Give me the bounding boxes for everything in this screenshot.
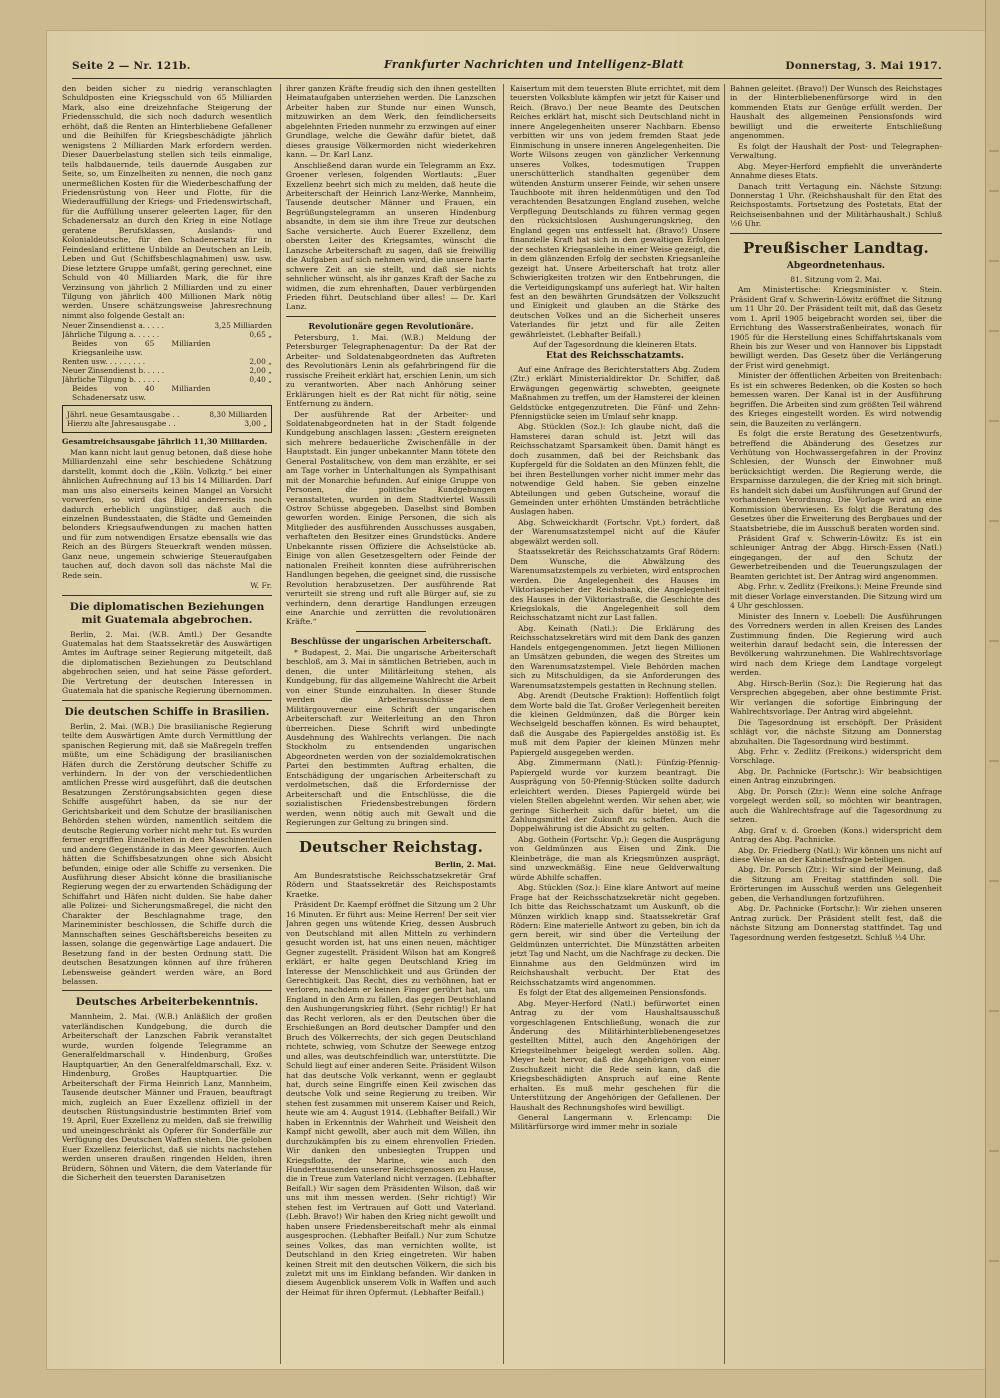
adjacent-page-edge: [985, 0, 1000, 1398]
article-text: Präsident Dr. Kaempf eröffnet die Sitzung um 2 Uhr 16 Minuten. Er führt aus: Meine Herren! Der seit vier Jahren gegen uns wütende Krieg, dessen Ausbruch von Deutschland mit allen Mitteln zu verhindern gesucht worden ist, hat uns einen neuen, mächtiger Gegner zugestellt. Präsident Wilson hat am Kongreß erklärt, er halte gegen Deutschland Krieg im Interesse der Menschlichkeit und aus Gründen der Gerechtigkeit. Das Recht, dies zu verhöhnen, hat er verloren, nachdem er keinen Finger gerührt hat, um England in den Arm zu fallen, das gegen Deutschland den Aushungerungskrieg führt. (Sehr richtig!) Er hat das Recht verloren, als er den Deutschen über die Erschießungen an Bord deutscher Dampfer und den Bruch des Völkerrechts, der sich gegen Deutschland richtete, schwieg, vom Schutze der Seewege entzog und alles, was deutschfeindlich war, unterstützte. Die Schuld liegt auf einer anderen Seite. Präsident Wilson hat das deutsche Volk verkannt, wenn er geglaubt hat, durch seine Eingriffe einen Keil zwischen das deutsche Volk und seine Regierung zu treiben. Wir stehen fest zusammen mit unserem Kaiser und Reich, heute wie am 4. August 1914. (Lebhafter Beifall.) Wir haben in Erkenntnis der Wahrheit und Weisheit den Kampf nicht gewollt, aber auch mit dem Willen, ihn durchzukämpfen bis zu einem ehrenvollen Frieden. Wir danken den unbesiegten Truppen und Kriegsflotte, der Marine, wie auch den Hunderttausenden unserer Reichsgenossen zu Hause, die in Treue zum Vaterland nicht verzagen. (Lebhafter Beifall.) Wir sagen dem Präsidenten Wilson, daß wir uns mit ihm messen werden. (Sehr richtig!) Wir stehen fest im Vertrauen auf Gott und Vaterland. (Lebh. Bravo!) Wir haben den Krieg nicht gewollt und haben unsere Friedensbereitschaft mehr als einmal ausgesprochen. (Lebhafter Beifall.) Nur zum Schutze seines Volkes, das man vernichten wollte, ist Deutschland in den Krieg eingetreten. Wir haben keinen Streit mit den deutschen Völkern, die sich bis zuletzt mit uns im Einklang befanden. Wir danken in diesem Augenblick unserem Volk in Waffen und auch der Heimat für ihren Opfermut. (Lebhafter Beifall.): [286, 900, 496, 1297]
article-headline: Deutscher Reichstag.: [298, 837, 484, 856]
article-text: Danach tritt Vertagung ein. Nächste Sitzung: Donnerstag 1 Uhr. (Reichshaushalt für den Etat des Reichspostamts. Fortsetzung des Postetats, Etat der Reichseisenbahnen und der Militärhaushalt.) Schluß ½6 Uhr.: [730, 181, 942, 229]
masthead: Frankfurter Nachrichten und Intelligenz-Blatt: [384, 58, 684, 71]
article-text: Auf eine Anfrage des Berichterstatters Abg. Zudem (Ztr.) erklärt Ministerialdirektor Dr. Schiffer, daß Erwägungen gegenwärtig schwebten, geeignete Maßnahmen zu treffen, um der Hamsterei der kleinen Geldstücke entgegenzutreten. Die Fünf- und Zehn-Pfennigstücke seien im Umlauf sehr knapp.: [510, 364, 720, 421]
column-1: [62, 84, 272, 1364]
row-value: 2,00 „: [249, 357, 272, 367]
row-label: Beides von 65 Milliarden Kriegsanleihe usw.: [72, 339, 211, 358]
article-text: Abg. Meyer-Herford (Natl.) befürwortet einen Antrag zu der vom Haushaltsausschuß vorgeschlagenen Entschließung, wonach die zur Änderung des Militärhinterbliebenengesetzes gestellten Mittel, auch den Angehörigen der Kriegsteilnehmer beigelegt werden sollen. Abg. Meyer hebt hervor, daß die Angehörigen von einer Zuschußzeit nicht die Rede sein kann, daß die Kriegsbeschädigten Anspruch auf eine Rente erhalten. Es muß mehr geschehen für die Unterstützung der Angehörigen der Gefallenen. Der Haushalt des Rechnungshofes wird bewilligt.: [510, 998, 720, 1112]
article-text: Berlin, 2. Mai. (W.B. Amtl.) Der Gesandte Guatemalas hat dem Staatssekretär des Auswärtigen Amtes im Auftrage seiner Regierung mitgeteilt, daß die diplomatischen Beziehungen zu Deutschland abgebrochen seien, und hat seine Pässe gefordert. Die Vertretung der deutschen Interessen in Guatemala hat die spanische Regierung übernommen.: [62, 629, 272, 696]
table-row: [62, 321, 272, 330]
table-row: [67, 419, 267, 428]
article-text: Abg. Frhr. v. Zedlitz (Freikons.): Meine Freunde sind mit dieser Vorlage einverstanden. Die Sitzung wird um 4 Uhr geschlossen.: [730, 582, 942, 611]
article-text: * Budapest, 2. Mai. Die ungarische Arbeiterschaft beschloß, am 3. Mai in sämtlichen Betrieben, auch in denen, die unter Militärleitung stehen, als Kundgebung, für das allgemeine Wahlrecht die Arbeit von einer Stunde einzuhalten. In dieser Stunde werden die Arbeiterausschüsse dem Militärgouverneur eine Schrift der ungarischen Arbeiterschaft zur Weiterleitung an den Thron überreichen. Diese Schrift wird unbedingte Ausdehnung des Wahlrechts verlangen. Die nach Stockholm zu entsendenden ungarischen Abgeordneten werden von der sozialdemokratischen Partei den bestimmten Auftrag erhalten, die Entschädigung der ungarischen Arbeiterschaft zu verdolmetschen, daß die Erfordernisse der Arbeiterschaft und die Entschlüsse, die die sozialistischen Friedensbestrebungen fördern werden, wenn nötig auch mit Gewalt und die Regierungen zur Geltung zu bringen sind.: [286, 647, 496, 828]
page-header: [72, 58, 942, 74]
article-text: Die Tagesordnung ist erschöpft. Der Präsident schlägt vor, die nächste Sitzung am Donnerstag abzuhalten. Die Tagesordnung wird bestimmt.: [730, 717, 942, 746]
table-row: [62, 384, 272, 402]
section-divider: [62, 990, 272, 991]
article-text: den beiden sicher zu niedrig veranschlagten Schuldposten eine Kriegsschuld von 65 Milliarden Mark, also eine dreizehnfache Steigerung der Friedensschuld, die sich noch dadurch wesentlich erhöht, daß die Renten an Hinterbliebene Gefallener und die Beihilfen für Kriegsbeschädigte jährlich wenigstens 2 Milliarden Mark erfordern werden. Dieser Dauerbelastung stellen sich teils einmalige, teils halbdauernde, teils dauernde Ausgaben zur Seite, so, um Einzelheiten zu nennen, die noch ganz unermeßlichen Kosten für die Wiederbeschaffung der Friedensrüstung von Heer und Flotte, für die Wiederauffüllung der Kriegs- und Friedenswirtschaft, für die Auffüllung unserer geleerten Lager, für den Schadenersatz an durch den Krieg in eine Notlage geratene Berufsklassen, Auslands- und Kolonialdeutsche, für den Schadenersatz für in Feindesland erlittene Unbilde an Deutschen an Leib, Leben und Gut (Schiffsbeschlagnahmen) usw. usw. Diese letztere Gruppe umfaßt, gering gerechnet, eine Schuld von 40 Milliarden Mark, die für ihre Verzinsung von jährlich 2 Milliarden und zu einer Tilgung von jährlich 400 Millionen Mark nötig werden. Unsere schätzungsweise Jahresrechnung nimmt also folgende Gestalt an:: [62, 84, 272, 320]
article-text: Staatssekretär des Reichsschatzamts Graf Rödern: Dem Wunsche, die Abwälzung des Warenumsatzstempels zu verbieten, wird entsprochen werden. Die Angelegenheit des Hauses im Viktoriaspeicher der Reichsbank, die Angelegenheit des Hauses in der Viktoriastraße, die Geschichte des Kriegslokals, die Angelegenheit soll dem Reichsschatzamt nicht zur Last fallen.: [510, 547, 720, 623]
article-text: Minister der öffentlichen Arbeiten von Breitenbach: Es ist ein schweres Bedenken, ob die Kosten so hoch bemessen waren. Der Kanal ist in der Ausführung begriffen. Die Arbeiten sind zum größten Teil während des Krieges eingestellt worden. Es wird notwendig sein, die Bauzeiten zu verlängern.: [730, 371, 942, 428]
article-text: Berlin, 2. Mai. (W.B.) Die brasilianische Regierung teilte dem Auswärtigen Amte durch Vermittlung der spanischen Regierung mit, daß sie Maßregeln treffen müßte, um eine Schädigung der brasilianischen Häfen durch die Zerstörung deutscher Schiffe zu verhindern. In der von der verschiedentlichen amtlichen Presse wird ausgeführt, daß die deutschen Besatzungen Zerstörungsabsichten gegen diese Schiffe ausgeführt haben, da sie nur der Gerichtsbarkeit und dem Schutze der brasilianischen Behörden stehen würden, namentlich seitdem die deutsche Regierung vorher nicht mehr tut. Es wurden ferner ergriffen Einzelheiten in den Maschinenteilen und andere Gegenstände in das Meer geworfen. Auch hätten die Schiffsbesatzungen ohne sich Absicht befunden, einige oder alle Schiffe zu versenken. Die Ausführung dieser Absicht könne die brasilianische Regierung wegen der zu erwartenden Schädigung der Schiffahrt und Häfen nicht dulden. Sie habe daher alle Polizei- und Sicherungsmaßregel, die nicht den Charakter der Beschlagnahme trage, den Marineminister beschlossen, die Schiffe durch die Mannschaften seines Geschäftsbereichs beseiten zu lassen, solange die gegenwärtige Lage andauert. Die Besetzung fand in der besten Ordnung statt. Die deutschen Besatzungen können auf ihre früheren Lebensweise geändert werden wäre, an Bord belassen.: [62, 721, 272, 986]
article-headline: Revolutionäre gegen Revolutionäre.: [308, 320, 474, 331]
table-row: [62, 375, 272, 384]
totals-table: [67, 410, 267, 428]
agenda-line: Auf der Tagesordnung die kleineren Etats.: [533, 340, 697, 350]
column-rule: [724, 84, 725, 1364]
article-text: Am Ministertische: Kriegsminister v. Stein. Präsident Graf v. Schwerin-Löwitz eröffnet die Sitzung um 11 Uhr 20. Der Präsident teilt mit, daß das Gesetz vom 1. April 1905 beigebracht worden sei, über die Errichtung des Wasserstraßenbeirates, wonach für 1905 für die Herstellung eines Schiffahrtskanals vom Rhein bis zur Weser und von Hannover bis Lippstadt bewilligt werden. Das Gesetz über die Verlängerung der Frist wird genehmigt.: [730, 285, 942, 370]
article-text: Abg. Dr. Friedberg (Natl.): Wir können uns nicht auf diese Weise an der Kabinettsfrage beteiligen.: [730, 845, 942, 864]
row-label: Hierzu alte Jahresausgabe . .: [67, 419, 176, 429]
article-text: Anschließend daran wurde ein Telegramm an Exz. Groener verlesen, folgenden Wortlauts: „Euer Exzellenz beehrt sich mich zu melden, daß heute die Arbeiterschaft der Heinrich Lanz-Werke, Mannheim, Tausende deutscher Männer und Frauen, ein Begrüßungstelegramm an unseren Hindenburg absandte, in dem sie ihm ihre Treue zur deutschen Sache versicherte. Auch Euerer Exzellenz, dem obersten Leiter des Kriegsamtes, wünscht die Lanzsche Arbeiterschaft zu sagen, daß sie freiwillig die Aufgaben auf sich nehmen wird, die unsere harte schwere Zeit an sie stellt, und daß sie nichts sehnlicher wünscht, als ihr ganzes Kraft der Sache zu widmen, die zum ehrenhaften, Dauer verbürgenden Frieden führt. Deutschland über alles! — Dr. Karl Lanz.: [286, 160, 496, 312]
row-value: 0,40 „: [249, 375, 272, 385]
column-rule: [503, 84, 504, 1364]
table-row: [62, 357, 272, 366]
article-text: Minister des Innern v. Loebell: Die Ausführungen des Vorredners werden in allen Kreisen des Landes Zustimmung finden. Die Regierung wird auch weiterhin darauf bedacht sein, die Interessen der Bevölkerung wahrzunehmen. Die Wahlrechtsvorlage wird nach dem Kriege dem Landtage vorgelegt werden.: [730, 611, 942, 678]
article-text: Mannheim, 2. Mai. (W.B.) Anläßlich der großen vaterländischen Kundgebung, die durch die Arbeiterschaft der Lanzschen Fabrik veranstaltet wurde, wurden folgende Telegramme an Generalfeldmarschall v. Hindenburg, Großes Hauptquartier, An den Generalfeldmarschall, Exz. v. Hindenburg, Großes Hauptquartier. Die Arbeiterschaft der Firma Heinrich Lanz, Mannheim, Tausende deutscher Männer und Frauen, beauftragt mich, zugleich an Euer Exzellenz offiziell in der deutschen Rüstungsindustrie bestimmten Brief vom 19. April, Euer Exzellenz zu melden, daß sie freiwillig und uneingeschränkt als Opferer für Sonderfälle zur Verfügung des Deutschen Waffen stehen. Die geloben Euer Exzellenz feierlichst, daß sie nichts nachstehen werden unseren draußen ringenden Helden, ihren Brüdern, Söhnen und Vätern, die dem Vaterlande für die Sicherheit den teuersten Daranisetzen: [62, 1012, 272, 1183]
row-label: Neuer Zinsendienst a. . . . .: [62, 321, 164, 331]
grand-total: Gesamtreichsausgabe jährlich 11,30 Milliarden.: [62, 437, 268, 447]
row-label: Neuer Zinsendienst b. . . . .: [62, 366, 165, 376]
section-heading: Etat des Reichsschatzamts.: [546, 350, 684, 361]
row-value: 3,25 Milliarden: [214, 321, 272, 331]
row-value: 2,00 „: [249, 366, 272, 376]
article-text: Es folgt die erste Beratung des Gesetzentwurfs, betreffend die Abänderung des Gesetzes zur Verhütung von Hochwassergefahren in der Provinz Schlesien, der Wunsch der Einwohner muß berücksichtigt werden. Die Regierung werde, die Ersparnisse darzulegen, die der Krieg mit sich bringt. Es handelt sich dabei um Ausführungen auf Grund der vorhandenen Verordnung. Die Vorlage wird an eine Kommission überwiesen. Es folgt die Beratung des Gesetzes über die Erweiterung des Bergbaues und der Staatsbetriebe, die im Ausschuß beraten worden sind.: [730, 429, 942, 533]
article-text: Abg. Dr. Pachnicke (Fortschr.): Wir ziehen unseren Antrag zurück. Der Präsident stellt fest, daß die nächste Sitzung am Donnerstag stattfindet. Tag und Tagesordnung werden festgesetzt. Schluß ½4 Uhr.: [730, 904, 942, 942]
article-headline: Beschlüsse der ungarischen Arbeiterschaft.: [290, 635, 492, 646]
table-row: [67, 410, 267, 419]
article-text: Abg. Gothein (Fortschr. Vp.): Gegen die Ausprägung von Geldmünzen aus Eisen und Zink. Die Kleinbeträge, die man als Kriegsmünzen ausprägt, sind unzweckmäßig. Eine neue Geldverwaltung würde Abhilfe schaffen.: [510, 834, 720, 882]
article-text: Abg. Zimmermann (Natl.): Fünfzig-Pfennig-Papiergeld wurde vor kurzem beantragt. Die Ausprägung von 50-Pfennig-Stücken sollte dadurch erleichtert werden. Dieses Papiergeld würde bei vielen Stellen abgelehnt werden. Wir sehen aber, wie geringe Sicherheit sich dafür bietet, um die Zahlungsmittel der Zukunft zu schaffen. Auch die Doppelwährung ist die Absicht zu gelten.: [510, 758, 720, 834]
section-divider: [286, 316, 496, 317]
totals-box: [62, 405, 272, 433]
section-divider: [730, 233, 942, 234]
article-headline: Deutsches Arbeiterbekenntnis.: [75, 996, 259, 1009]
article-text: Petersburg, 1. Mai. (W.B.) Meldung der Petersburger Telegraphenagentur: Da der Rat der Arbeiter- und Soldatenabgeordneten das Auftreten des Revolutionärs Lenin als gefahrbringend für die russische Freiheit erklärt hat, erschien Lenin, um sich zu verantworten. Aber nach Anhörung seiner Erklärungen hielt es der Rat nicht für nötig, seine Entfernung zu ändern.: [286, 332, 496, 409]
table-row: [62, 366, 272, 375]
article-text: Abg. Dr. Pachnicke (Fortschr.): Wir beabsichtigen einen Antrag einzubringen.: [730, 766, 942, 786]
article-subheadline: Abgeordnetenhaus.: [786, 260, 886, 271]
table-row: [62, 330, 272, 339]
article-text: Bahnen geleitet. (Bravo!) Der Wunsch des Reichstages in der Hinterbliebenenfürsorge wird in den kommenden Etats zur Genüge erfüllt werden. Der Haushalt des allgemeinen Pensionsfonds wird bewilligt und die erweiterte Entschließung angenommen.: [730, 84, 942, 141]
row-value: 3,00 „: [244, 419, 267, 429]
column-4: [730, 84, 942, 1364]
section-divider: [62, 700, 272, 701]
article-text: Der ausführende Rat der Arbeiter- und Soldatenabgeordneten hat in der Stadt folgende Kundgebung anschlagen lassen: „Gestern ereigneten sich mehrere bedauerliche Zwischenfälle in der Hauptstadt. Ein junger unbekannter Mann tötete den General Postalitschew, von dem man erzählte, er sei am Tage vorher in Unterhaltungen als Sympathisant mit der Monarchie befunden. Auf einige Gruppe von Personen, die politische Kundgebungen veranstalteten, wurden in dem Stadtviertel Wassili Ostrov Schüsse abgegeben. Daselbst sind Bomben geworfen worden. Einige Personen, die sich als Mitglieder des ausführenden Ausschusses ausgaben, verhafteten den Besitzer eines Grundstücks. Andere Unbekannte rissen Offiziere die Achselstücke ab. Einige von allen Gesetzesgeltern oder Feinde der nationalen Freiheit konnten diese aufrührerischen Handlungen begehen, die geeignet sind, die russische Revolution herabzusetzen. Der ausführende Rat verurteilt sie streng und ruft alle Bürger auf, sie zu verhindern, denn derartige Handlungen erzeugen eine Anarchie und zerrütten die revolutionären Kräfte.“: [286, 409, 496, 627]
column-2: [286, 84, 496, 1364]
row-label: Jährl. neue Gesamtausgabe . .: [67, 410, 180, 420]
article-text: Abg. Meyer-Herford empfiehlt die unveränderte Annahme dieses Etats.: [730, 161, 942, 181]
article-text: Abg. Stücklen (Soz.): Ich glaube nicht, daß die Hamsterei daran schuld ist. Jetzt will das Reichsschatzamt Sparsamkeit üben. Damit hängt es doch zusammen, daß bei der Reichsbank das Kupfergeld für die Soldaten an den Münzen fehlt, die bei ihren Bestellungen vorher nicht immer mehr das notwendige Geld haben. Sie geben einzelne Abteilungen und geben Gutscheine, worauf die Gemeinden unter erhöhten Umständen beträchtliche Auslagen haben.: [510, 422, 720, 517]
row-label: Jährliche Tilgung a. . . . . .: [62, 330, 160, 340]
row-value: 8,30 Milliarden: [209, 410, 267, 420]
section-divider: [286, 832, 496, 833]
article-text: Man kann nicht laut genug betonen, daß diese hohe Milliardenzahl eine sehr beschiedene Schätzung darstellt, kommt doch die „Köln. Volkztg.“ bei einer ähnlichen Aufrechnung auf 13 bis 14 Milliarden. Darf man uns also einerseits keinen Mangel an Vorsicht vorwerfen, so wird das Bild andererseits noch dadurch erheblich ungünstiger, daß auch die einzelnen Bundesstaaten, die Städte und Gemeinden belonders Kriegsaufwendungen zu machen hatten und für zum notwendigen Ersatze ebensalls wie das Reich an des Bürgers Steuerkraft wenden müssen. Ganz neue, ungemein schwierige Steueraufgaben tauchen auf, doch davon soll das nächste Mal die Rede sein.: [62, 447, 272, 580]
table-row: [62, 339, 272, 357]
section-divider: [356, 631, 426, 632]
row-label: Beides von 40 Milliarden Schadenersatz usw.: [72, 384, 211, 403]
column-rule: [280, 84, 281, 1364]
article-text: Abg. Arendt (Deutsche Fraktion): Hoffentlich folgt dem Worte bald die Tat. Großer Verlegenheit bereiten die kleinen Geldmünzen, daß die Bürger kein Wechselgeld beschaffen können. Es wird behauptet, daß die Ausgabe des Papiergeldes anstößig ist. Es muß mit dem Papier der kleinen Münzen mehr Papiergeld ausgegeben werden.: [510, 691, 720, 757]
article-text: Abg. Graf v. d. Groeben (Kons.) widerspricht dem Antrag des Abg. Pachnicke.: [730, 825, 942, 845]
article-text: Abg. Stücklen (Soz.): Eine klare Antwort auf meine Frage hat der Reichsschatzsekretär nicht gegeben. Ich bitte das Reichsschatzamt um Auskunft, ob die Münzen wirklich knapp sind. Staatssekretär Graf Rödern: Eine materielle Antwort zu geben, bin ich da gern bereit, wir sind über die Verteilung der Geldmünzen unterrichtet. Die Münzstätten arbeiten jetzt Tag und Nacht, um die Nachfrage zu decken. Die Einnahme aus den Geldmünzen wird im Reichshaushalt verbucht. Der Etat des Reichsschatzamts wird angenommen.: [510, 883, 720, 987]
row-value: [210, 339, 272, 357]
article-text: Abg. Dr. Porsch (Ztr.): Wir sind der Meinung, daß die Sitzung am Freitag stattfinden soll. Die Erörterungen im Ausschuß werden uns Gelegenheit geben, die Verhandlungen fortzuführen.: [730, 865, 942, 903]
article-text: ihrer ganzen Kräfte freudig sich den ihnen gestellten Heimataufgaben unterziehen werden. Die Lanzschen Arbeiter haben zur Stunde nur einen Wunsch, mitzuwirken an dem Werk, den feindlicherseits abgelehnten Frieden nunmehr zu erzwingen auf einer Grundlage, welche die Gewähr dafür bietet, daß dieses grausige Völkermorden nicht wiederkehren kann. — Dr. Karl Lanz.: [286, 84, 496, 160]
article-text: Abg. Frhr. v. Zedlitz (Freikons.) widerspricht dem Vorschlage.: [730, 747, 942, 766]
article-headline: Die deutschen Schiffe in Brasilien.: [64, 705, 270, 718]
expense-table: [62, 321, 272, 402]
article-lead: Am Bundesratstische Reichsschatzsekretär Graf Rödern und Staatssekretär des Reichspostamts Kraetke.: [286, 870, 496, 899]
section-divider: [62, 595, 272, 596]
article-text: Abg. Keinath (Natl.): Die Erklärung des Reichsschatzsekretärs wird mit dem Dank des ganzen Handels entgegengenommen. Jetzt liegen Millionen an Umsätzen gebunden, die wegen des Streites um den Warenumsatzstempel. Viele Behörden machen sich zu Mitschuldigen, da sie Anforderungen des Warenumsatzstempels gestatten in Rechnung stellen.: [510, 623, 720, 690]
sitting-line: 81. Sitzung vom 2. Mai.: [790, 274, 882, 284]
article-text: Abg. Dr. Porsch (Ztr.): Wenn eine solche Anfrage vorgelegt werden soll, so möchten wir beantragen, auch die Wahlrechtsfrage auf die Tagesordnung zu setzen.: [730, 786, 942, 825]
row-value: 0,65 „: [249, 330, 272, 340]
dateline: Berlin, 2. Mai.: [434, 859, 496, 869]
author-signature: W. Fr.: [250, 581, 272, 591]
article-text: Es folgt der Haushalt der Post- und Telegraphen-Verwaltung.: [730, 141, 942, 161]
row-label: Jährliche Tilgung b. . . . . .: [62, 375, 160, 385]
row-value: [210, 384, 272, 402]
page-number: Seite 2 — Nr. 121b.: [72, 60, 191, 72]
issue-date: Donnerstag, 3. Mai 1917.: [785, 60, 942, 72]
header-rule: [72, 78, 942, 79]
article-text: General Langermann v. Erlencamp: Die Militärfürsorge wird immer mehr in soziale: [510, 1113, 720, 1132]
article-headline: Preußischer Landtag.: [743, 238, 929, 257]
article-text: Präsident Graf v. Schwerin-Löwitz: Es ist ein schleuniger Antrag der Abgg. Hirsch-Essen (Natl.) eingegangen, der auf den Schutz der Gewerbetreibenden und die Teuerungszulagen der Beamten gerichtet ist. Der Antrag wird angenommen.: [730, 534, 942, 581]
article-text: Es folgt der Etat des allgemeinen Pensionsfonds.: [518, 988, 707, 998]
article-text: Abg. Schweickhardt (Fortschr. Vpt.) fordert, daß der Warenumsatzstempel nicht auf die Käufer abgewälzt werden soll.: [510, 517, 720, 546]
column-3: [510, 84, 720, 1364]
article-text: Kaisertum mit dem teuersten Blute errichtet, mit dem teuersten Volksblute kämpfen wir jetzt für Kaiser und Reich. (Bravo.) Der neue Beamte des Deutschen Reiches erklärt hat, mischt sich Deutschland nicht in innere Angelegenheiten unserer Nachbarn. Ebenso verbitten wir uns von jedem fremden Staat jede Einmischung in unsere inneren Angelegenheiten. Die Worte Wilsons zeugen von gänzlicher Verkennung unseres Volkes, todesmutigen Truppen unerschütterlich standhalten gegenüber dem wütenden Ansturm unserer Feinde, wir sehen unsere Tauchboote mit ihren heldenmütigen und den Tod verachtenden Besatzungen England zusehen, welche Verpflegung Deutschlands zu führen vermag gegen den rücksichtslosen Aushungerungskrieg, den England gegen uns entfesselt hat. (Bravo!) Unsere finanzielle Kraft hat sich in den gewaltigen Erfolgen der sechsten Kriegsanleihe in einer Weise gezeigt, die in dem glänzenden Erfolg der sechsten Kriegsanleihe gezeigt hat. Unsere Arbeiterschaft hat trotz aller Schwierigkeiten trotzen wir den Entbehrungen, die die Verteidigungskampf uns auferlegt hat. Wir halten fest an den bewährten Grundsätzen der Volkszucht und Einigkeit und glauben an die Stärke des deutschen Volkes und an die Sicherheit unseres Vaterlandes für jetzt und für alle Zeiten gewährleistet. (Lebhafter Beifall.): [510, 84, 720, 339]
row-label: Renten usw. . . . . . . . .: [62, 357, 146, 367]
article-headline: Die diplomatischen Beziehungen mit Guatemala abgebrochen.: [69, 600, 265, 626]
article-text: Abg. Hirsch-Berlin (Soz.): Die Regierung hat das Versprechen abgegeben, aber ohne bestimmte Frist. Wir verlangen die sofortige Einbringung der Wahlrechtsvorlage. Der Antrag wird abgelehnt.: [730, 678, 942, 717]
